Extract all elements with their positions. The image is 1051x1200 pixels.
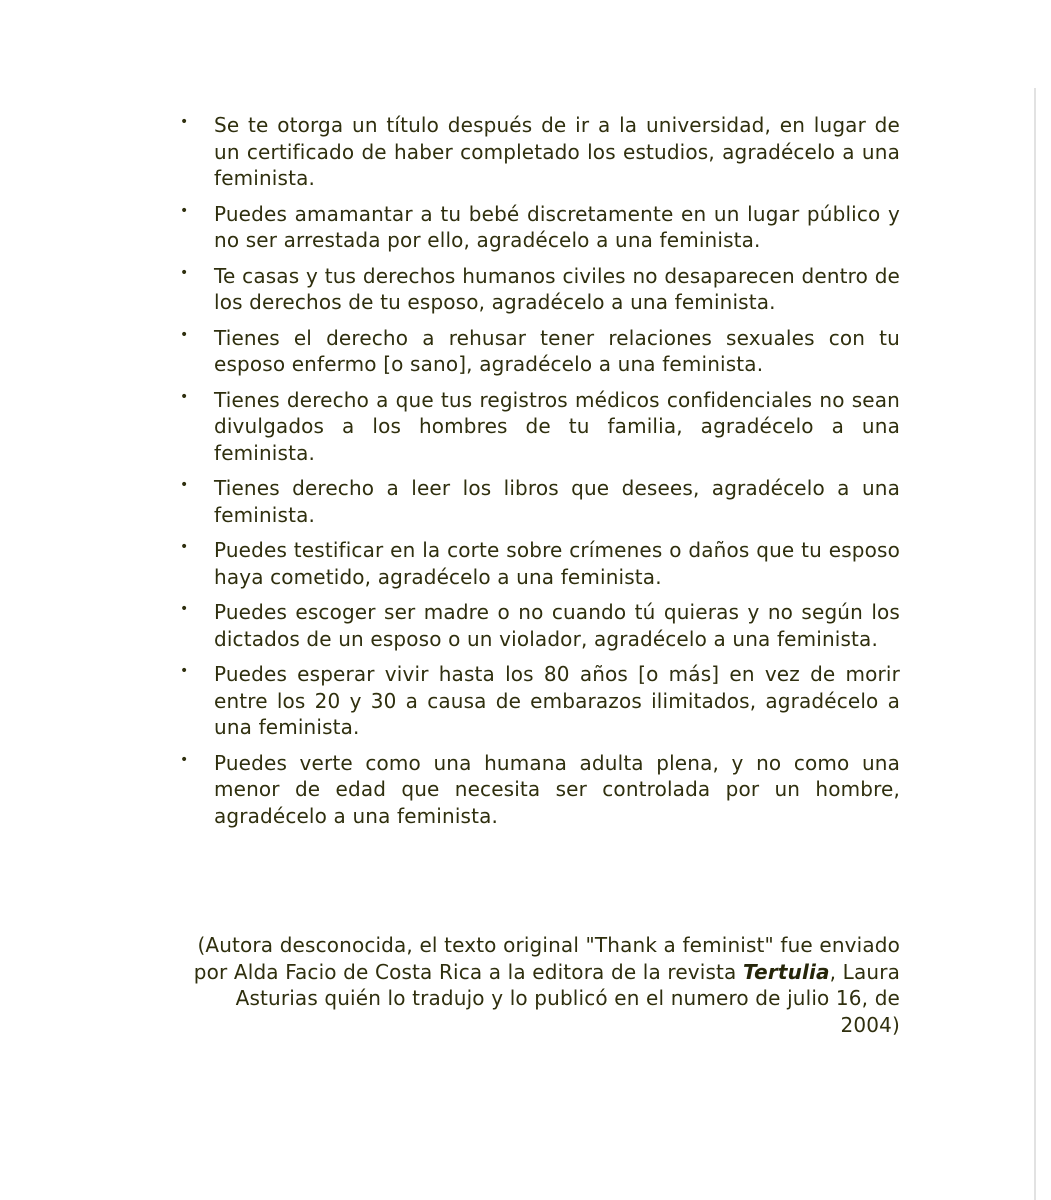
credit-text-before: (Autora desconocida, el texto original "Thank a feminist" fue enviado por Alda Facio de Costa Rica a la editora de la revista: [193, 933, 900, 984]
list-item: [180, 599, 900, 652]
bullet-icon: •: [180, 539, 189, 555]
bullet-icon: •: [180, 751, 189, 768]
list-item: [180, 750, 900, 830]
bullet-list: [180, 112, 900, 838]
bullet-icon: •: [180, 326, 189, 343]
list-item: [180, 387, 900, 467]
magazine-name: Tertulia: [742, 959, 830, 984]
bullet-icon: •: [180, 202, 189, 219]
bullet-icon: •: [180, 477, 189, 493]
list-item-text: Tienes derecho a leer los libros que desees, agradécelo a una feminista.: [214, 476, 900, 527]
page-edge-line: [1034, 88, 1036, 1200]
list-item: [180, 112, 900, 192]
list-item-text: Puedes testificar en la corte sobre crímenes o daños que tu esposo haya cometido, agradécelo a una feminista.: [214, 538, 900, 589]
list-item-text: Te casas y tus derechos humanos civiles no desaparecen dentro de los derechos de tu esposo, agradécelo a una feminista.: [214, 263, 900, 314]
credit-text-after: , Laura Asturias quién lo tradujo y lo publicó en el numero de julio 16, de 2004): [235, 959, 900, 1037]
list-item: [180, 537, 900, 590]
list-item-text: Puedes escoger ser madre o no cuando tú quieras y no según los dictados de un esposo o un violador, agradécelo a una feminista.: [214, 600, 900, 651]
list-item-text: Puedes verte como una humana adulta plena, y no como una menor de edad que necesita ser controlada por un hombre, agradécelo a una feminista.: [214, 750, 900, 828]
list-item-text: Puedes esperar vivir hasta los 80 años [o más] en vez de morir entre los 20 y 30 a causa de embarazos ilimitados, agradécelo a una feminista.: [214, 662, 900, 739]
list-item: [180, 475, 900, 528]
list-item-text: Puedes amamantar a tu bebé discretamente en un lugar público y no ser arrestada por ello, agradécelo a una feminista.: [214, 201, 900, 252]
bullet-icon: •: [180, 601, 189, 617]
bullet-icon: •: [180, 264, 189, 281]
list-item: [180, 661, 900, 741]
list-item-text: Tienes derecho a que tus registros médicos confidenciales no sean divulgados a los hombres de tu familia, agradécelo a una feminista.: [214, 387, 900, 465]
bullet-icon: •: [180, 663, 189, 679]
list-item: [180, 263, 900, 316]
list-item-text: Tienes el derecho a rehusar tener relaciones sexuales con tu esposo enfermo [o sano], agradécelo a una feminista.: [214, 325, 900, 376]
list-item: [180, 201, 900, 254]
bullet-icon: •: [180, 388, 189, 405]
source-credit: [180, 932, 900, 1038]
list-item-text: Se te otorga un título después de ir a la universidad, en lugar de un certificado de haber completado los estudios, agradécelo a una feminista.: [214, 113, 900, 190]
list-item: [180, 325, 900, 378]
bullet-icon: •: [180, 114, 189, 130]
